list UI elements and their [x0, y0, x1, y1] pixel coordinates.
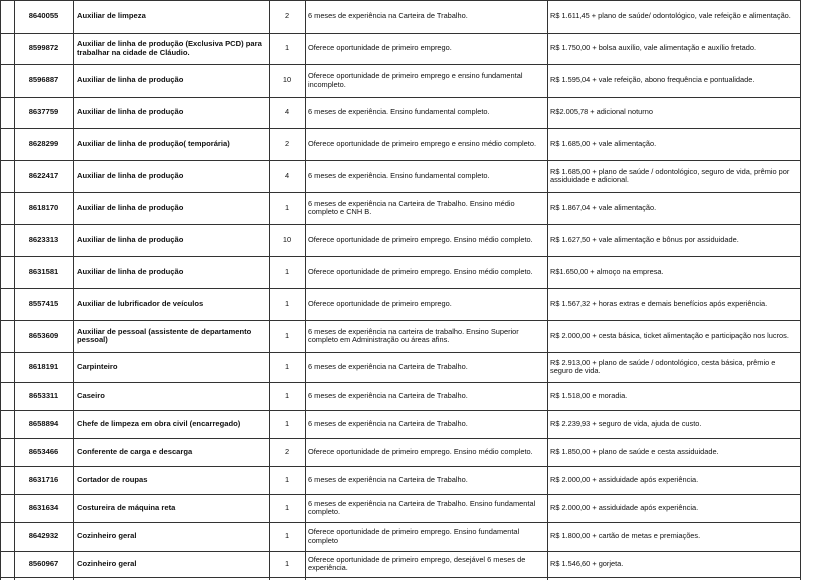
row-margin-cell — [0, 224, 14, 256]
job-code-cell — [14, 382, 73, 410]
job-code-cell-text: 8631634 — [28, 502, 59, 512]
job-title-cell — [73, 33, 269, 64]
row-divider — [0, 0, 801, 1]
requirements-cell — [305, 64, 547, 97]
job-title-cell — [73, 192, 269, 224]
job-code-cell — [14, 438, 73, 466]
requirements-cell-text: Oferece oportunidade de primeiro emprego. Ensino médio completo. — [308, 234, 533, 244]
requirements-cell-text: 6 meses de experiência na carteira de trabalho. Ensino Superior completo em Administração ou áreas afins. — [308, 326, 519, 344]
vacancy-count-cell — [269, 33, 305, 64]
table-row — [0, 438, 801, 466]
vacancy-count-cell — [269, 288, 305, 320]
row-divider — [0, 551, 801, 552]
requirements-cell-text: Oferece oportunidade de primeiro emprego. Ensino médio completo. — [308, 266, 533, 276]
table-row — [0, 288, 801, 320]
requirements-cell — [305, 256, 547, 288]
job-code-cell-text: 8622417 — [28, 170, 59, 180]
row-divider — [0, 382, 801, 383]
requirements-cell-text: Oferece oportunidade de primeiro emprego e ensino fundamental incompleto. — [308, 71, 523, 89]
job-code-cell — [14, 97, 73, 128]
salary-benefits-cell — [547, 288, 801, 320]
vacancy-count-cell — [269, 128, 305, 160]
job-title-cell-text: Auxiliar de lubrificador de veículos — [77, 298, 204, 308]
job-title-cell-text: Auxiliar de linha de produção — [77, 234, 184, 244]
requirements-cell — [305, 97, 547, 128]
row-divider — [0, 466, 801, 467]
salary-benefits-cell-text: R$1.650,00 + almoço na empresa. — [550, 266, 664, 276]
vacancy-count-cell — [269, 382, 305, 410]
job-code-cell — [14, 33, 73, 64]
vacancy-count-cell-text: 4 — [284, 170, 290, 180]
column-divider — [305, 0, 306, 580]
salary-benefits-cell-text: R$ 1.685,00 + plano de saúde / odontológico, seguro de vida, prêmio por assiduidade e adicional. — [550, 166, 790, 184]
requirements-cell — [305, 382, 547, 410]
row-margin-cell — [0, 352, 14, 382]
vacancy-count-cell — [269, 466, 305, 494]
salary-benefits-cell-text: R$ 2.239,93 + seguro de vida, ajuda de custo. — [550, 418, 702, 428]
vacancy-count-cell-text: 1 — [284, 558, 290, 568]
salary-benefits-cell — [547, 438, 801, 466]
requirements-cell — [305, 320, 547, 352]
requirements-cell — [305, 466, 547, 494]
job-title-cell-text: Chefe de limpeza em obra civil (encarregado) — [77, 418, 241, 428]
requirements-cell — [305, 438, 547, 466]
salary-benefits-cell — [547, 256, 801, 288]
salary-benefits-cell-text: R$ 1.567,32 + horas extras e demais benefícios após experiência. — [550, 298, 768, 308]
job-code-cell — [14, 522, 73, 551]
job-code-cell — [14, 64, 73, 97]
salary-benefits-cell — [547, 192, 801, 224]
salary-benefits-cell-text: R$ 2.913,00 + plano de saúde / odontológico, cesta básica, prêmio e seguro de vida. — [550, 357, 776, 375]
salary-benefits-cell-text: R$2.005,78 + adicional noturno — [550, 107, 653, 117]
vacancy-count-cell — [269, 160, 305, 192]
table-row — [0, 494, 801, 522]
table-row — [0, 97, 801, 128]
job-title-cell-text: Auxiliar de linha de produção — [77, 170, 184, 180]
salary-benefits-cell — [547, 160, 801, 192]
salary-benefits-cell-text: R$ 1.611,45 + plano de saúde/ odontológico, vale refeição e alimentação. — [550, 11, 791, 21]
salary-benefits-cell-text: R$ 1.850,00 + plano de saúde e cesta assiduidade. — [550, 446, 719, 456]
vacancy-count-cell-text: 1 — [284, 502, 290, 512]
vacancy-count-cell-text: 10 — [282, 234, 292, 244]
table-row — [0, 256, 801, 288]
row-divider — [0, 522, 801, 523]
row-divider — [0, 410, 801, 411]
requirements-cell — [305, 522, 547, 551]
job-code-cell — [14, 256, 73, 288]
job-code-cell-text: 8618170 — [28, 202, 59, 212]
vacancy-count-cell — [269, 64, 305, 97]
requirements-cell — [305, 551, 547, 577]
salary-benefits-cell — [547, 128, 801, 160]
job-code-cell — [14, 128, 73, 160]
job-title-cell-text: Cortador de roupas — [77, 474, 148, 484]
vacancy-count-cell-text: 1 — [284, 361, 290, 371]
job-code-cell — [14, 320, 73, 352]
job-code-cell — [14, 551, 73, 577]
job-code-cell — [14, 224, 73, 256]
salary-benefits-cell — [547, 320, 801, 352]
job-code-cell — [14, 288, 73, 320]
requirements-cell-text: 6 meses de experiência na Carteira de Trabalho. — [308, 418, 468, 428]
salary-benefits-cell-text: R$ 1.518,00 e moradia. — [550, 390, 628, 400]
row-margin-cell — [0, 382, 14, 410]
vacancy-count-cell-text: 1 — [284, 418, 290, 428]
table-row — [0, 128, 801, 160]
vacancy-count-cell-text: 1 — [284, 202, 290, 212]
job-title-cell — [73, 64, 269, 97]
column-divider — [269, 0, 270, 580]
requirements-cell — [305, 224, 547, 256]
vacancy-count-cell-text: 1 — [284, 390, 290, 400]
row-divider — [0, 33, 801, 34]
job-title-cell-text: Conferente de carga e descarga — [77, 446, 193, 456]
job-code-cell-text: 8560967 — [28, 558, 59, 568]
column-divider — [0, 0, 1, 580]
job-code-cell-text: 8599872 — [28, 43, 59, 53]
row-margin-cell — [0, 551, 14, 577]
vacancy-count-cell-text: 2 — [284, 446, 290, 456]
row-margin-cell — [0, 33, 14, 64]
column-divider — [547, 0, 548, 580]
job-code-cell-text: 8658894 — [28, 418, 59, 428]
vacancy-count-cell-text: 1 — [284, 43, 290, 53]
row-margin-cell — [0, 320, 14, 352]
row-margin-cell — [0, 192, 14, 224]
salary-benefits-cell — [547, 97, 801, 128]
salary-benefits-cell — [547, 352, 801, 382]
requirements-cell-text: Oferece oportunidade de primeiro emprego. — [308, 43, 452, 53]
job-code-cell-text: 8596887 — [28, 75, 59, 85]
row-margin-cell — [0, 438, 14, 466]
vacancy-count-cell-text: 1 — [284, 531, 290, 541]
requirements-cell-text: 6 meses de experiência na Carteira de Trabalho. — [308, 474, 468, 484]
row-margin-cell — [0, 494, 14, 522]
requirements-cell — [305, 288, 547, 320]
salary-benefits-cell-text: R$ 2.000,00 + cesta básica, ticket alimentação e participação nos lucros. — [550, 330, 789, 340]
vacancy-count-cell-text: 1 — [284, 266, 290, 276]
job-title-cell-text: Auxiliar de limpeza — [77, 11, 146, 21]
job-title-cell-text: Auxiliar de pessoal (assistente de departamento pessoal) — [77, 326, 252, 344]
table-row — [0, 522, 801, 551]
job-title-cell-text: Carpinteiro — [77, 361, 118, 371]
job-code-cell-text: 8623313 — [28, 234, 59, 244]
row-divider — [0, 128, 801, 129]
vacancy-count-cell-text: 1 — [284, 298, 290, 308]
row-divider — [0, 256, 801, 257]
salary-benefits-cell — [547, 494, 801, 522]
table-row — [0, 382, 801, 410]
job-title-cell-text: Auxiliar de linha de produção — [77, 202, 184, 212]
job-code-cell-text: 8653311 — [28, 390, 59, 400]
job-title-cell — [73, 494, 269, 522]
requirements-cell-text: 6 meses de experiência na Carteira de Trabalho. — [308, 361, 468, 371]
requirements-cell-text: 6 meses de experiência. Ensino fundamental completo. — [308, 107, 490, 117]
requirements-cell — [305, 160, 547, 192]
requirements-cell — [305, 352, 547, 382]
salary-benefits-cell — [547, 522, 801, 551]
vacancy-count-cell — [269, 494, 305, 522]
salary-benefits-cell-text: R$ 1.546,60 + gorjeta. — [550, 558, 624, 568]
salary-benefits-cell-text: R$ 2.000,00 + assiduidade após experiência. — [550, 474, 699, 484]
job-code-cell-text: 8631581 — [28, 266, 59, 276]
job-title-cell-text: Auxiliar de linha de produção (Exclusiva PCD) para trabalhar na cidade de Cláudio. — [77, 39, 262, 57]
row-margin-cell — [0, 0, 14, 33]
requirements-cell — [305, 0, 547, 33]
row-divider — [0, 97, 801, 98]
job-code-cell-text: 8631716 — [28, 474, 59, 484]
table-row — [0, 0, 801, 33]
job-title-cell-text: Auxiliar de linha de produção — [77, 266, 184, 276]
row-divider — [0, 438, 801, 439]
column-divider — [14, 0, 15, 580]
row-divider — [0, 64, 801, 65]
requirements-cell-text: 6 meses de experiência na Carteira de Trabalho. — [308, 390, 468, 400]
row-margin-cell — [0, 522, 14, 551]
vacancy-count-cell — [269, 410, 305, 438]
salary-benefits-cell-text: R$ 1.800,00 + cartão de metas e premiações. — [550, 531, 701, 541]
salary-benefits-cell-text: R$ 2.000,00 + assiduidade após experiência. — [550, 502, 699, 512]
row-margin-cell — [0, 64, 14, 97]
vacancy-count-cell-text: 1 — [284, 474, 290, 484]
vacancy-count-cell — [269, 0, 305, 33]
job-code-cell-text: 8653466 — [28, 446, 59, 456]
job-title-cell — [73, 288, 269, 320]
job-code-cell — [14, 466, 73, 494]
vacancy-count-cell — [269, 522, 305, 551]
salary-benefits-cell-text: R$ 1.867,04 + vale alimentação. — [550, 202, 657, 212]
job-title-cell — [73, 522, 269, 551]
requirements-cell — [305, 192, 547, 224]
job-code-cell — [14, 160, 73, 192]
job-title-cell-text: Auxiliar de linha de produção( temporária) — [77, 138, 230, 148]
row-divider — [0, 192, 801, 193]
vacancy-count-cell-text: 4 — [284, 107, 290, 117]
requirements-cell-text: Oferece oportunidade de primeiro emprego, desejável 6 meses de experiência. — [308, 554, 526, 572]
job-title-cell — [73, 97, 269, 128]
job-title-cell — [73, 128, 269, 160]
table-row — [0, 224, 801, 256]
table-row — [0, 551, 801, 577]
job-code-cell-text: 8642932 — [28, 531, 59, 541]
row-divider — [0, 577, 801, 578]
row-divider — [0, 224, 801, 225]
salary-benefits-cell — [547, 33, 801, 64]
requirements-cell — [305, 410, 547, 438]
row-margin-cell — [0, 160, 14, 192]
job-title-cell — [73, 320, 269, 352]
salary-benefits-cell — [547, 551, 801, 577]
vacancy-count-cell — [269, 256, 305, 288]
job-code-cell — [14, 494, 73, 522]
table-row — [0, 320, 801, 352]
vacancy-count-cell — [269, 224, 305, 256]
vacancy-count-cell — [269, 438, 305, 466]
table-row — [0, 33, 801, 64]
column-divider — [800, 0, 801, 580]
vacancy-count-cell — [269, 97, 305, 128]
row-margin-cell — [0, 128, 14, 160]
job-code-cell-text: 8653609 — [28, 330, 59, 340]
vacancy-count-cell-text: 2 — [284, 11, 290, 21]
salary-benefits-cell — [547, 466, 801, 494]
salary-benefits-cell — [547, 64, 801, 97]
table-row — [0, 466, 801, 494]
table-row — [0, 352, 801, 382]
job-title-cell-text: Cozinheiro geral — [77, 531, 137, 541]
job-code-cell — [14, 0, 73, 33]
job-title-cell — [73, 466, 269, 494]
job-code-cell-text: 8640055 — [28, 11, 59, 21]
job-title-cell — [73, 0, 269, 33]
requirements-cell-text: Oferece oportunidade de primeiro emprego. Ensino médio completo. — [308, 446, 533, 456]
job-title-cell — [73, 410, 269, 438]
salary-benefits-cell-text: R$ 1.685,00 + vale alimentação. — [550, 138, 657, 148]
job-title-cell — [73, 438, 269, 466]
salary-benefits-cell — [547, 224, 801, 256]
requirements-cell — [305, 128, 547, 160]
requirements-cell-text: Oferece oportunidade de primeiro emprego. — [308, 298, 452, 308]
job-code-cell — [14, 192, 73, 224]
vacancy-count-cell — [269, 192, 305, 224]
requirements-cell — [305, 494, 547, 522]
row-margin-cell — [0, 97, 14, 128]
row-divider — [0, 160, 801, 161]
row-divider — [0, 288, 801, 289]
table-row — [0, 192, 801, 224]
row-divider — [0, 352, 801, 353]
table-row — [0, 160, 801, 192]
job-code-cell-text: 8557415 — [28, 298, 59, 308]
requirements-cell-text: Oferece oportunidade de primeiro emprego. Ensino fundamental completo — [308, 527, 520, 545]
salary-benefits-cell-text: R$ 1.627,50 + vale alimentação e bônus por assiduidade. — [550, 234, 739, 244]
job-code-cell — [14, 410, 73, 438]
vacancy-count-cell-text: 10 — [282, 75, 292, 85]
job-code-cell-text: 8628299 — [28, 138, 59, 148]
job-title-cell-text: Auxiliar de linha de produção — [77, 107, 184, 117]
salary-benefits-cell — [547, 410, 801, 438]
job-code-cell-text: 8618191 — [28, 361, 59, 371]
requirements-cell-text: 6 meses de experiência na Carteira de Trabalho. Ensino médio completo e CNH B. — [308, 198, 515, 216]
column-divider — [73, 0, 74, 580]
job-title-cell — [73, 256, 269, 288]
salary-benefits-cell — [547, 0, 801, 33]
row-divider — [0, 494, 801, 495]
job-title-cell-text: Auxiliar de linha de produção — [77, 75, 184, 85]
row-margin-cell — [0, 288, 14, 320]
requirements-cell-text: 6 meses de experiência. Ensino fundamental completo. — [308, 170, 490, 180]
row-divider — [0, 320, 801, 321]
requirements-cell-text: Oferece oportunidade de primeiro emprego e ensino médio completo. — [308, 138, 537, 148]
row-margin-cell — [0, 256, 14, 288]
job-title-cell-text: Caseiro — [77, 390, 105, 400]
requirements-cell — [305, 33, 547, 64]
salary-benefits-cell — [547, 382, 801, 410]
row-margin-cell — [0, 410, 14, 438]
vacancy-count-cell — [269, 551, 305, 577]
requirements-cell-text: 6 meses de experiência na Carteira de Trabalho. — [308, 11, 468, 21]
vacancy-count-cell-text: 1 — [284, 330, 290, 340]
job-code-cell-text: 8637759 — [28, 107, 59, 117]
job-title-cell — [73, 352, 269, 382]
job-code-cell — [14, 352, 73, 382]
job-title-cell — [73, 224, 269, 256]
vacancy-count-cell — [269, 320, 305, 352]
job-title-cell — [73, 382, 269, 410]
salary-benefits-cell-text: R$ 1.750,00 + bolsa auxílio, vale alimentação e auxílio fretado. — [550, 43, 757, 53]
vacancy-count-cell-text: 2 — [284, 138, 290, 148]
job-title-cell-text: Costureira de máquina reta — [77, 502, 176, 512]
table-row — [0, 64, 801, 97]
job-title-cell — [73, 551, 269, 577]
vacancy-count-cell — [269, 352, 305, 382]
salary-benefits-cell-text: R$ 1.595,04 + vale refeição, abono frequência e pontualidade. — [550, 75, 755, 85]
table-row — [0, 410, 801, 438]
job-title-cell — [73, 160, 269, 192]
job-title-cell-text: Cozinheiro geral — [77, 558, 137, 568]
requirements-cell-text: 6 meses de experiência na Carteira de Trabalho. Ensino fundamental completo. — [308, 498, 536, 516]
row-margin-cell — [0, 466, 14, 494]
